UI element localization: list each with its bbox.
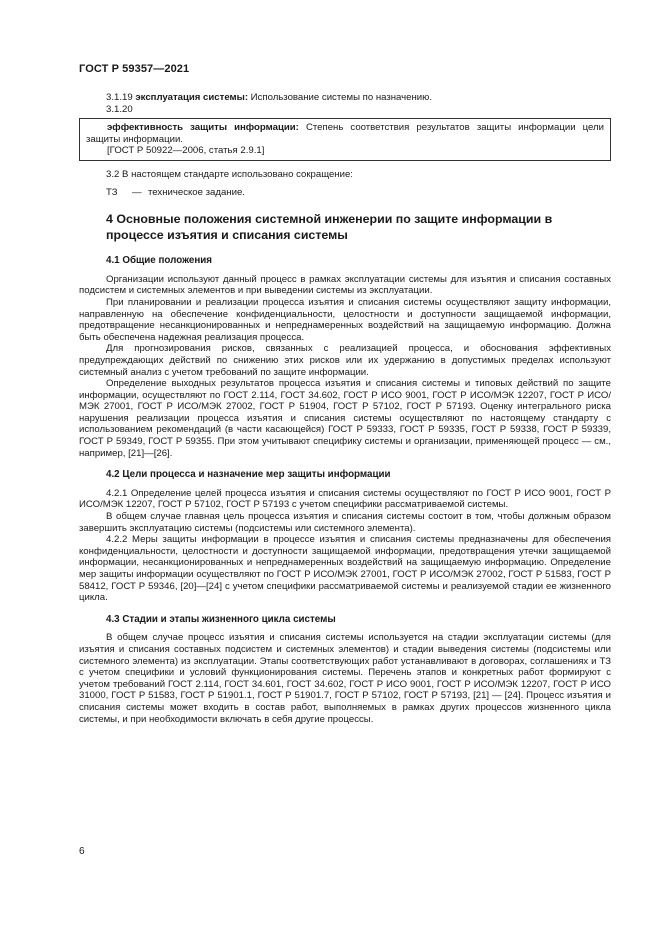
paragraph: 4.2.2 Меры защиты информации в процессе изъятия и списания системы предназначены для обеспечения конфиденциальности, целостности и доступности защищаемой информации, предотвращения утечки защищаемой информации, несанкционированных и непреднамеренных воздействий на защищаемую информацию. Определение мер защиты информации осуществляют по ГОСТ Р ИСО/МЭК 27001, ГОСТ Р ИСО/МЭК 27002, ГОСТ Р 51583, ГОСТ Р 58412, ГОСТ Р 59346, [20]—[24] с учетом специфики рассматриваемой системы и реализуемой стадии ее жизненного цикла. bbox=[79, 534, 611, 604]
abbreviation-dash: — bbox=[132, 186, 142, 198]
page-content bbox=[79, 92, 611, 725]
term-3-1-20-number: 3.1.20 bbox=[106, 103, 133, 115]
paragraph: Организации используют данный процесс в рамках эксплуатации системы для изъятия и списания составных подсистем и системных элементов и при выведении системы из эксплуатации. bbox=[79, 273, 611, 297]
paragraph: В общем случае главная цель процесса изъятия и списания системы состоит в том, чтобы должным образом завершить эксплуатацию системы (подсистемы или системного элемента). bbox=[79, 511, 611, 534]
term-definition-box bbox=[79, 118, 611, 161]
paragraph: 4.2.1 Определение целей процесса изъятия и списания системы осуществляют по ГОСТ Р ИСО 9001, ГОСТ Р ИСО/МЭК 12207, ГОСТ Р 57102, ГОСТ Р 57193 с учетом специфики рассматриваемой системы. bbox=[79, 487, 611, 511]
abbreviation-meaning: техническое задание. bbox=[148, 186, 245, 198]
paragraph: Для прогнозирования рисков, связанных с реализацией процесса, и обоснования эффективных предупреждающих действий по снижению этих рисков или их удержанию в допустимых пределах используют системный анализ с учетом требований по защите информации. bbox=[79, 343, 611, 378]
section-4-1-heading: 4.1 Общие положения bbox=[106, 255, 213, 267]
section-4-heading: 4 Основные положения системной инженерии по защите информации в процессе изъятия и списания системы bbox=[106, 212, 553, 242]
paragraph: При планировании и реализации процесса изъятия и списания системы осуществляют защиту информации, направленную на обеспечение конфиденциальности, целостности и доступности защищаемой информации, предотвращение несанкционированных и непреднамеренных воздействий на защищаемую информацию. Должна быть обеспечена надежная реализация процесса. bbox=[79, 296, 611, 343]
boxed-term-name: эффективность защиты информации: bbox=[107, 122, 299, 134]
page-number: 6 bbox=[79, 846, 85, 857]
section-4-3-heading: 4.3 Стадии и этапы жизненного цикла системы bbox=[106, 613, 336, 625]
paragraph: Определение выходных результатов процесса изъятия и списания системы и типовых действий по защите информации, осуществляют по ГОСТ 2.114, ГОСТ 34.602, ГОСТ Р ИСО 9001, ГОСТ Р ИСО/МЭК 12207, ГОСТ Р ИСО/МЭК 27001, ГОСТ Р ИСО/МЭК 27002, ГОСТ Р 51904, ГОСТ Р 57102, ГОСТ Р 57193. Оценку интегрального риска нарушения реализации процесса изъятия и списания системы осуществляют по настоящему стандарту с использованием рекомендаций (в части касающейся) ГОСТ Р 59333, ГОСТ Р 59335, ГОСТ Р 59338, ГОСТ Р 59339, ГОСТ Р 59349, ГОСТ Р 59355. При этом учитывают специфику системы и организации, применяющей процесс — см., например, [21]—[26]. bbox=[79, 378, 611, 459]
term-definition: Использование системы по назначению. bbox=[248, 92, 433, 103]
section-4-2-heading: 4.2 Цели процесса и назначение мер защиты информации bbox=[106, 469, 391, 481]
term-name: эксплуатация системы: bbox=[135, 92, 249, 103]
abbreviation: ТЗ bbox=[106, 186, 118, 198]
abbreviation-intro: 3.2 В настоящем стандарте использовано сокращение: bbox=[106, 168, 353, 180]
paragraph: В общем случае процесс изъятия и списания системы используется на стадии эксплуатации системы (для изъятия и списания составных подсистем и системных элементов) и стадии выведения системы (подсистемы или системного элемента) из эксплуатации. Этапы соответствующих работ устанавливают в договорах, соглашениях и ТЗ с учетом специфики и условий функционирования системы. Перечень этапов и конкретных работ формируют с учетом требований ГОСТ 2.114, ГОСТ 34.601, ГОСТ 34.602, ГОСТ Р ИСО 9001, ГОСТ Р ИСО/МЭК 12207, ГОСТ Р ИСО 31000, ГОСТ Р 51583, ГОСТ Р 51901.1, ГОСТ Р 51901.7, ГОСТ Р 57102, ГОСТ Р 57193, [21] — [24]. Процесс изъятия и списания системы может входить в состав работ, выполняемых в рамках других процессов жизненного цикла системы, и при необходимости включать в себя другие процессы. bbox=[79, 632, 611, 725]
abbreviation-row bbox=[79, 187, 611, 199]
term-number: 3.1.19 bbox=[106, 92, 136, 103]
boxed-term-definition: Степень соответствия результатов защиты информации цели защиты информации. bbox=[86, 122, 605, 145]
term-3-1-19 bbox=[79, 92, 611, 104]
boxed-term bbox=[86, 122, 604, 145]
standard-header: ГОСТ Р 59357—2021 bbox=[79, 63, 190, 75]
boxed-term-reference: [ГОСТ Р 50922—2006, статья 2.9.1] bbox=[107, 145, 265, 157]
